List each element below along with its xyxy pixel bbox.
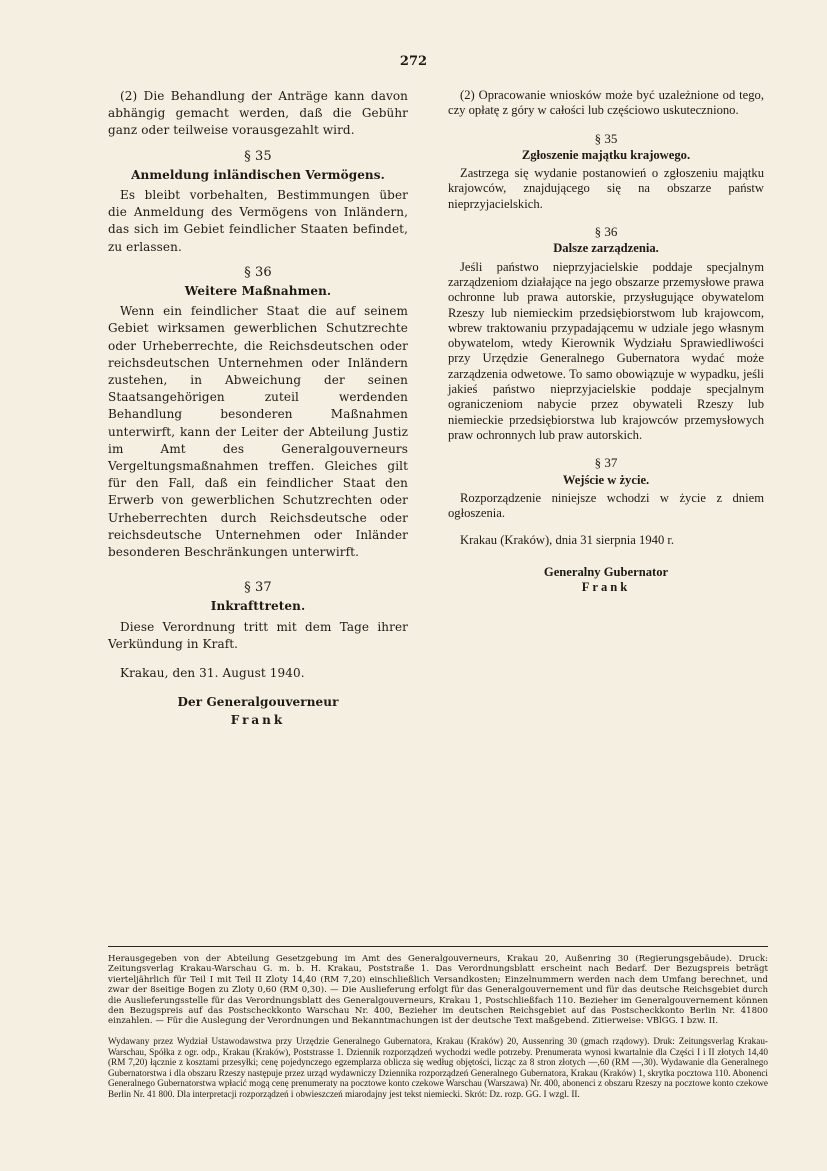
polish-column [448, 88, 764, 595]
german-section-35-number: § 35 [244, 148, 272, 164]
polish-section-37-number: § 37 [594, 455, 618, 471]
page-number: 272 [399, 54, 428, 69]
german-section-37-title: Inkrafttreten. [210, 599, 306, 614]
german-section-35-title: Anmeldung inländischen Vermögens. [131, 167, 385, 182]
footer-polish: Wydawany przez Wydział Ustawodawstwa przy Urzędzie Generalnego Gubernatora, Krakau (Kraków) 20, Aussenring 30 (gmach rządowy). Druk: Zeitungsverlag Krakau-Warschau, Spółka z ogr. odp., Krakau (Kraków), Poststrasse 1. Dziennik rozporządzeń wychodzi wedle potrzeby. Prenumerata wynosi kwartalnie dla Części I i II złotych 14,40 (RM 7,20) łącznie z kosztami przesyłki; cenę pojedynczego egzemplarza oblicza się według objętości, licząc za 8 stron złotych —,60 (RM —,30). Wydawanie dla Generalnego Gubernatorstwa i dla obszaru Rzeszy następuje przez urząd wydawniczy Dziennika rozporządzeń Generalnego Gubernatora, Krakau (Kraków) 1, skrytka pocztowa 110. Abonenci Generalnego Gubernatorstwa wpłacić mogą cenę prenumeraty na pocztowe konto czekowe Warschau (Warszawa) Nr. 400, abonenci z obszaru Rzeszy na pocztowe konto czekowe Berlin Nr. 41 800. Dla interpretacji rozporządzeń i obwieszczeń miarodajny jest tekst niemiecki. Skrót: Dz. rozp. GG. I wzgl. II. [108, 1036, 768, 1099]
german-section-37-text: Diese Verordnung tritt mit dem Tage ihrer Verkündung in Kraft. [108, 619, 408, 651]
german-signer-title: Der Generalgouverneur [177, 695, 339, 710]
polish-section-36-text: Jeśli państwo nieprzyjacielskie poddaje specjalnym zarządzeniom działające na jego obszarze przemysłowe prawa ochronne lub prawa autorskie, przysługujące obywatelom Rzeszy lub niemieckim przedsiębiorstwom lub krajowcom, wbrew traktowaniu przypadającemu w udziale jego własnym obywatelom, wtedy Kierownik Wydziału Sprawiedliwości przy Urzędzie Generalnego Gubernatora wydać może zarządzenia odwetowe. To samo obowiązuje w wypadku, jeśli jakieś państwo nieprzyjacielskie poddaje specjalnym ograniczeniom nabycie przez obywateli Rzeszy lub niemieckie przedsiębiorstwa lub krajowców przemysłowych praw ochronnych lub praw autorskich. [448, 259, 764, 442]
polish-section-35-text: Zastrzega się wydanie postanowień o zgłoszeniu majątku krajowców, znajdującego się na obszarze państw nieprzyjacielskich. [448, 166, 764, 211]
polish-signer-title: Generalny Gubernator [543, 564, 669, 579]
german-section-37-number: § 37 [244, 580, 272, 596]
german-section-35-text: Es bleibt vorbehalten, Bestimmungen über die Anmeldung des Vermögens von Inländern, das sich im Gebiet feindlicher Staaten befindet, zu erlassen. [108, 188, 408, 254]
german-section-36-number: § 36 [244, 264, 272, 280]
polish-section-36-number: § 36 [594, 224, 618, 240]
polish-section-35-number: § 35 [594, 130, 618, 146]
german-column [108, 88, 408, 729]
polish-section-35-title: Zgłoszenie majątku krajowego. [521, 147, 691, 162]
polish-section-36-title: Dalsze zarządzenia. [553, 241, 659, 256]
german-para-2: (2) Die Behandlung der Anträge kann davon abhängig gemacht werden, daß die Gebühr ganz oder teilweise vorausgezahlt wird. [108, 89, 408, 138]
footer-divider [108, 946, 768, 947]
german-section-36-title: Weitere Maßnahmen. [184, 284, 332, 299]
german-signer-name: Frank [230, 712, 286, 727]
german-section-36-text: Wenn ein feindlicher Staat die auf seinem Gebiet wirksamen gewerblichen Schutzrechte oder Urheberrechte, die Reichsdeutschen oder reichsdeutschen Unternehmen oder Inländern zustehen, in Abweichung der seinen Staatsangehörigen zuteil werdenden Behandlung besonderen Maßnahmen unterwirft, kann der Leiter der Abteilung Justiz im Amt des Generalgouverneurs Vergeltungsmaßnahmen treffen. Gleiches gilt für den Fall, daß ein feindlicher Staat den Erwerb von gewerblichen Schutzrechten oder Urheberrechten durch Reichsdeutsche oder reichsdeutsche Unternehmen oder Inländer besonderen Beschränkungen unterwirft. [108, 304, 408, 560]
polish-section-37-title: Wejście w życie. [562, 472, 650, 487]
german-place-date: Krakau, den 31. August 1940. [120, 666, 305, 681]
footer-german: Herausgegeben von der Abteilung Gesetzgebung im Amt des Generalgouverneurs, Krakau 20, Außenring 30 (Regierungsgebäude). Druck: Zeitungsverlag Krakau-Warschau G. m. b. H. Krakau, Poststraße 1. Das Verordnungsblatt erscheint nach Bedarf. Der Bezugspreis beträgt vierteljährlich für Teil I mit Teil II Zloty 14,40 (RM 7,20) einschließlich Versandkosten; Einzelnummern werden nach dem Umfang berechnet, und zwar der 8seitige Bogen zu Zloty 0,60 (RM 0,30). — Die Auslieferung erfolgt für das Generalgouvernement und für das deutsche Reichsgebiet durch die Auslieferungsstelle für das Verordnungsblatt des Generalgouverneurs, Krakau 1, Postschließfach 110. Bezieher im Generalgouvernement können den Bezugspreis auf das Postscheckkonto Warschau Nr. 400, Bezieher im deutschen Reichsgebiet auf das Postscheckkonto Berlin Nr. 41800 einzahlen. — Für die Auslegung der Verordnungen und Bekanntmachungen ist der deutsche Text maßgebend. Zitierweise: VBlGG. I bzw. II. [108, 954, 768, 1027]
polish-section-37-text: Rozporządzenie niniejsze wchodzi w życie z dniem ogłoszenia. [448, 490, 764, 521]
polish-place-date: Krakau (Kraków), dnia 31 sierpnia 1940 r. [460, 533, 675, 548]
polish-signer-name: Frank [581, 580, 631, 595]
polish-para-2: (2) Opracowanie wniosków może być uzależnione od tego, czy opłatę z góry w całości lub częściowo uskuteczniono. [448, 88, 764, 118]
